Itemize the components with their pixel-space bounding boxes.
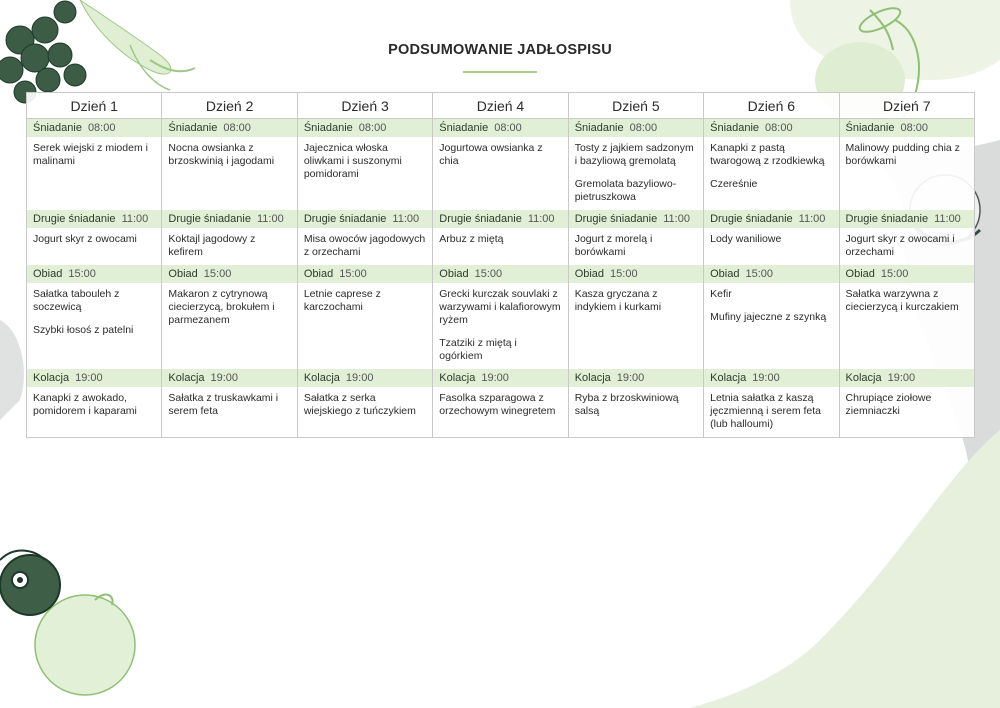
dish-row bbox=[27, 228, 975, 265]
meal-name: Obiad bbox=[710, 268, 740, 280]
dish-cell bbox=[568, 387, 703, 438]
meal-name: Kolacja bbox=[439, 372, 476, 384]
meal-label-cell bbox=[704, 265, 839, 283]
meal-name: Drugie śniadanie bbox=[574, 213, 658, 225]
dish-cell bbox=[27, 228, 162, 265]
meal-time: 08:00 bbox=[494, 122, 522, 134]
meal-label-cell bbox=[433, 265, 568, 283]
meal-label-cell bbox=[162, 369, 297, 387]
meal-label-cell bbox=[27, 119, 162, 138]
meal-label-cell bbox=[27, 265, 162, 283]
meal-name: Kolacja bbox=[168, 372, 205, 384]
dish-cell bbox=[27, 283, 162, 369]
dish-name: Jogurt skyr z owocami i orzechami bbox=[845, 233, 955, 258]
dish-cell bbox=[433, 228, 568, 265]
meal-name: Obiad bbox=[168, 268, 198, 280]
meal-time: 11:00 bbox=[121, 213, 149, 225]
page-title: PODSUMOWANIE JADŁOSPISU bbox=[388, 42, 612, 58]
dish-cell bbox=[839, 137, 974, 210]
dish-name: Kanapki z awokado, pomidorem i kaparami bbox=[33, 392, 137, 417]
dish-cell bbox=[297, 228, 432, 265]
meal-time: 15:00 bbox=[474, 268, 503, 280]
dish-name: Sałatka z serka wiejskiego z tuńczykiem bbox=[303, 392, 416, 417]
dish-name: Makaron z cytrynową ciecierzycą, brokułem i parmezanem bbox=[168, 288, 275, 326]
meal-name: Kolacja bbox=[303, 372, 340, 384]
dish-cell bbox=[704, 137, 839, 210]
dish-name: Koktajl jagodowy z kefirem bbox=[168, 233, 256, 258]
meal-name: Drugie śniadanie bbox=[33, 213, 116, 225]
meal-time: 08:00 bbox=[223, 122, 251, 134]
day-header: Dzień 7 bbox=[839, 93, 974, 119]
dish-name: Fasolka szparagowa z orzechowym winegretem bbox=[439, 392, 556, 417]
meal-time: 11:00 bbox=[256, 213, 284, 225]
meal-time: 11:00 bbox=[527, 213, 555, 225]
dish-name: Szybki łosoś z patelni bbox=[33, 324, 134, 336]
meal-name: Śniadanie bbox=[33, 122, 82, 134]
meal-plan-table bbox=[26, 92, 975, 438]
meal-time: 19:00 bbox=[752, 372, 780, 384]
dish-cell bbox=[162, 283, 297, 369]
dish-name: Chrupiące ziołowe ziemniaczki bbox=[845, 392, 932, 417]
meal-label-cell bbox=[162, 265, 297, 283]
meal-label-cell bbox=[704, 119, 839, 138]
dish-cell bbox=[27, 387, 162, 438]
dish-row bbox=[27, 137, 975, 210]
dish-cell bbox=[297, 137, 432, 210]
dish-cell bbox=[297, 283, 432, 369]
day-header: Dzień 4 bbox=[433, 93, 568, 119]
dish-cell bbox=[162, 137, 297, 210]
dish-name: Letnia sałatka z kaszą jęczmienną i serem feta (lub halloumi) bbox=[710, 392, 821, 430]
meal-name: Śniadanie bbox=[439, 122, 489, 134]
meal-time: 08:00 bbox=[765, 122, 793, 134]
meal-time: 19:00 bbox=[75, 372, 103, 384]
dish-cell bbox=[162, 387, 297, 438]
dish-row bbox=[27, 283, 975, 369]
bottom-left-fruit-icon bbox=[0, 551, 135, 695]
dish-name: Serek wiejski z miodem i malinami bbox=[33, 142, 148, 167]
dish-name: Czereśnie bbox=[710, 178, 758, 190]
right-green-blob bbox=[690, 430, 1000, 708]
meal-label-row bbox=[27, 119, 975, 138]
dish-cell bbox=[433, 137, 568, 210]
meal-time: 15:00 bbox=[339, 268, 367, 280]
meal-time: 08:00 bbox=[358, 122, 387, 134]
meal-label-cell bbox=[568, 369, 703, 387]
dish-name: Sałatka warzywna z ciecierzycą i kurczakiem bbox=[845, 288, 959, 313]
meal-name: Drugie śniadanie bbox=[845, 213, 929, 225]
meal-label-row bbox=[27, 265, 975, 283]
meal-label-cell bbox=[568, 119, 703, 138]
meal-name: Obiad bbox=[33, 268, 63, 280]
meal-label-cell bbox=[297, 210, 432, 228]
dish-name: Gremolata bazyliowo-pietruszkowa bbox=[574, 178, 677, 203]
meal-label-cell bbox=[27, 210, 162, 228]
meal-time: 19:00 bbox=[210, 372, 239, 384]
meal-time: 19:00 bbox=[481, 372, 509, 384]
dish-name: Grecki kurczak souvlaki z warzywami i kalafiorowym ryżem bbox=[439, 288, 561, 326]
dish-name: Nocna owsianka z brzoskwinią i jagodami bbox=[168, 142, 275, 167]
dish-name: Malinowy pudding chia z borówkami bbox=[845, 142, 960, 167]
meal-label-cell bbox=[839, 369, 974, 387]
day-header: Dzień 5 bbox=[568, 93, 703, 119]
title-underline bbox=[463, 71, 537, 73]
meal-label-cell bbox=[162, 210, 297, 228]
dish-name: Sałatka tabouleh z soczewicą bbox=[33, 288, 120, 313]
meal-label-cell bbox=[568, 265, 703, 283]
dish-name: Jogurt skyr z owocami bbox=[33, 233, 137, 245]
meal-time: 19:00 bbox=[616, 372, 645, 384]
dish-name: Lody waniliowe bbox=[710, 233, 782, 245]
dish-cell bbox=[162, 228, 297, 265]
meal-name: Obiad bbox=[303, 268, 334, 280]
meal-name: Śniadanie bbox=[168, 122, 218, 134]
meal-name: Drugie śniadanie bbox=[439, 213, 522, 225]
meal-name: Obiad bbox=[845, 268, 875, 280]
dish-name: Letnie caprese z karczochami bbox=[303, 288, 381, 313]
meal-name: Obiad bbox=[574, 268, 605, 280]
meal-time: 11:00 bbox=[798, 213, 826, 225]
meal-time: 11:00 bbox=[392, 213, 420, 225]
dish-name: Jajecznica włoska oliwkami i suszonymi pomidorami bbox=[303, 142, 402, 180]
meal-time: 15:00 bbox=[745, 268, 773, 280]
dish-cell bbox=[433, 387, 568, 438]
meal-label-cell bbox=[297, 369, 432, 387]
meal-label-cell bbox=[839, 265, 974, 283]
meal-label-cell bbox=[839, 210, 974, 228]
meal-label-cell bbox=[568, 210, 703, 228]
dish-cell bbox=[839, 283, 974, 369]
dish-cell bbox=[568, 228, 703, 265]
meal-name: Śniadanie bbox=[303, 122, 353, 134]
dish-name: Sałatka z truskawkami i serem feta bbox=[168, 392, 279, 417]
meal-label-cell bbox=[839, 119, 974, 138]
meal-time: 08:00 bbox=[87, 122, 116, 134]
meal-name: Kolacja bbox=[33, 372, 70, 384]
dish-name: Ryba z brzoskwiniową salsą bbox=[574, 392, 679, 417]
meal-label-cell bbox=[704, 369, 839, 387]
meal-label-cell bbox=[162, 119, 297, 138]
dish-cell bbox=[568, 283, 703, 369]
meal-label-cell bbox=[27, 369, 162, 387]
dish-name: Kanapki z pastą twarogową z rzodkiewką bbox=[710, 142, 825, 167]
dish-name: Misa owoców jagodowych z orzechami bbox=[303, 233, 426, 258]
dish-cell bbox=[839, 387, 974, 438]
meal-name: Kolacja bbox=[710, 372, 747, 384]
day-header: Dzień 2 bbox=[162, 93, 297, 119]
dish-name: Kefir bbox=[710, 288, 732, 300]
meal-label-cell bbox=[704, 210, 839, 228]
meal-label-cell bbox=[433, 210, 568, 228]
meal-name: Śniadanie bbox=[574, 122, 624, 134]
meal-time: 11:00 bbox=[934, 213, 961, 225]
meal-name: Drugie śniadanie bbox=[710, 213, 793, 225]
dish-name: Tosty z jajkiem sadzonym i bazyliową gremolatą bbox=[574, 142, 694, 167]
dish-name: Mufiny jajeczne z szynką bbox=[710, 311, 827, 323]
meal-label-cell bbox=[433, 119, 568, 138]
dish-name: Jogurtowa owsianka z chia bbox=[439, 142, 543, 167]
dish-cell bbox=[297, 387, 432, 438]
meal-time: 15:00 bbox=[610, 268, 638, 280]
dish-name: Arbuz z miętą bbox=[439, 233, 504, 245]
meal-name: Śniadanie bbox=[845, 122, 895, 134]
meal-time: 08:00 bbox=[900, 122, 928, 134]
meal-plan-body bbox=[27, 119, 975, 438]
dish-cell bbox=[704, 283, 839, 369]
meal-time: 19:00 bbox=[345, 372, 374, 384]
meal-time: 15:00 bbox=[68, 268, 96, 280]
meal-name: Śniadanie bbox=[710, 122, 760, 134]
day-header-row bbox=[27, 93, 975, 119]
dish-name: Jogurt z morelą i borówkami bbox=[574, 233, 653, 258]
day-header: Dzień 3 bbox=[297, 93, 432, 119]
meal-name: Kolacja bbox=[574, 372, 611, 384]
meal-name: Drugie śniadanie bbox=[168, 213, 251, 225]
day-header: Dzień 1 bbox=[27, 93, 162, 119]
meal-time: 15:00 bbox=[880, 268, 909, 280]
dish-cell bbox=[568, 137, 703, 210]
dish-cell bbox=[704, 387, 839, 438]
meal-time: 08:00 bbox=[629, 122, 658, 134]
meal-label-row bbox=[27, 369, 975, 387]
meal-time: 19:00 bbox=[887, 372, 916, 384]
meal-label-cell bbox=[433, 369, 568, 387]
meal-name: Kolacja bbox=[845, 372, 882, 384]
meal-time: 15:00 bbox=[203, 268, 232, 280]
day-header: Dzień 6 bbox=[704, 93, 839, 119]
left-grey-blob bbox=[0, 320, 24, 420]
meal-label-cell bbox=[297, 119, 432, 138]
meal-name: Obiad bbox=[439, 268, 469, 280]
dish-row bbox=[27, 387, 975, 438]
dish-name: Kasza gryczana z indykiem i kurkami bbox=[574, 288, 662, 313]
meal-time: 11:00 bbox=[663, 213, 690, 225]
meal-label-cell bbox=[297, 265, 432, 283]
dish-cell bbox=[839, 228, 974, 265]
meal-label-row bbox=[27, 210, 975, 228]
meal-name: Drugie śniadanie bbox=[303, 213, 387, 225]
dish-name: Tzatziki z miętą i ogórkiem bbox=[439, 337, 517, 362]
dish-cell bbox=[27, 137, 162, 210]
dish-cell bbox=[704, 228, 839, 265]
dish-cell bbox=[433, 283, 568, 369]
